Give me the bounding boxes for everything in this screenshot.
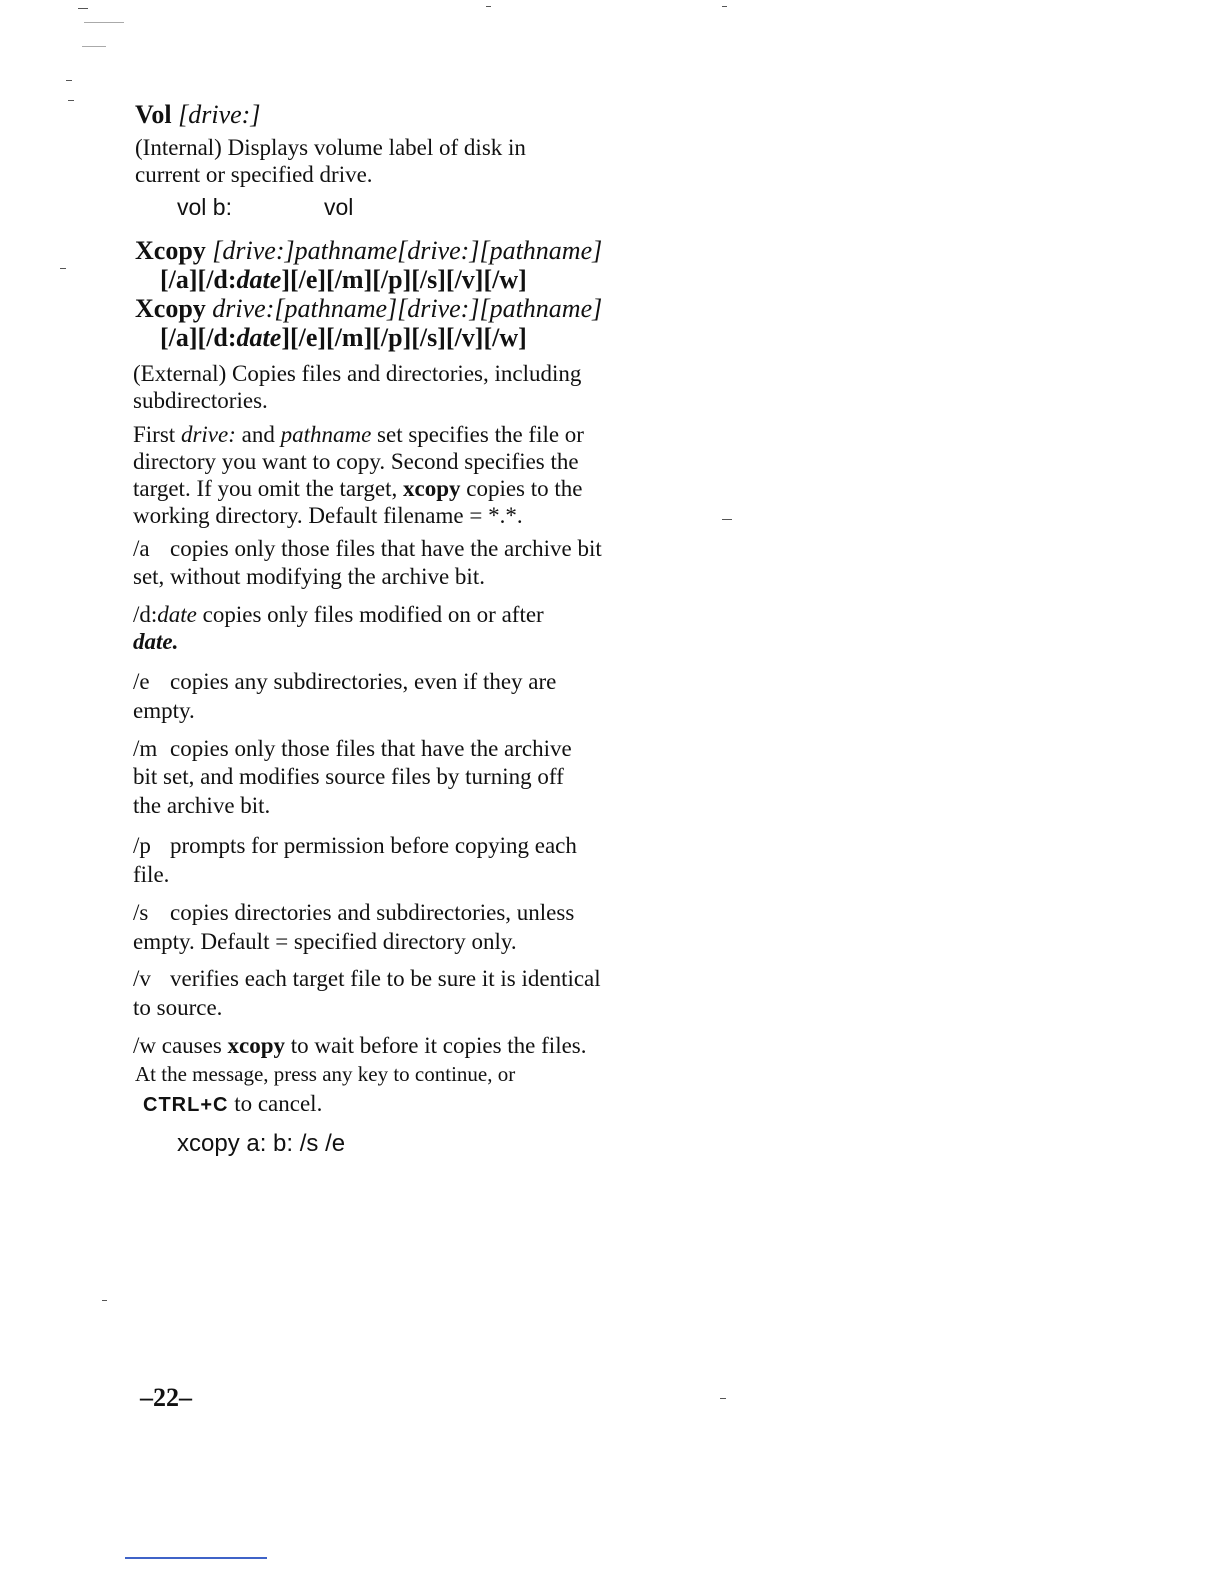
vol-example-plain: vol [324,194,354,220]
xcopy-syntax-args: drive:[pathname][drive:][pathname] [212,294,603,323]
vol-description-line: (Internal) Displays volume label of disk in [135,135,526,160]
option-key: /a [133,536,150,561]
xcopy-syntax-args: [drive:]pathname[drive:][pathname] [212,236,603,265]
xcopy-description-line: (External) Copies files and directories, including [133,361,582,386]
target-paragraph-line: directory you want to copy. Second specifies the [133,449,579,474]
bottom-rule [125,1557,267,1559]
vol-argument: [drive:] [178,100,261,129]
option-p-continued: file. [133,862,170,887]
vol-syntax [135,100,260,130]
option-a: /a copies only those files that have the archive bit [133,536,602,561]
option-key: /p [133,833,151,858]
xcopy-description-line: subdirectories. [133,388,268,413]
scan-speck [722,519,732,520]
target-paragraph-line: First drive: and pathname set specifies the file or [133,422,584,447]
target-paragraph-line: working directory. Default filename = *.*. [133,503,523,528]
vol-description-line: current or specified drive. [135,162,373,187]
option-s-continued: empty. Default = specified directory only. [133,929,517,954]
scan-speck [722,6,727,7]
page-number: –22– [140,1383,192,1412]
scan-speck [66,80,72,81]
option-w-continued: CTRL+C to cancel. [143,1091,323,1116]
vol-command: Vol [135,100,172,129]
scan-speck [84,22,124,23]
option-key: /s [133,900,149,925]
option-v: /v verifies each target file to be sure it is identical [133,966,601,991]
vol-example-drive: vol b: [177,194,232,220]
option-w: /w causes xcopy to wait before it copies the files. [133,1033,587,1058]
scan-speck [78,8,88,9]
option-s: /s copies directories and subdirectories, unless [133,900,575,925]
option-w-continued: At the message, press any key to continue, or [135,1062,516,1086]
option-key: /v [133,966,151,991]
option-key: /w [133,1033,156,1058]
scan-speck [68,100,74,101]
xcopy-syntax-2 [135,294,602,324]
option-p: /p prompts for permission before copying each [133,833,577,858]
option-m: /m copies only those files that have the archive [133,736,572,761]
scan-speck [60,268,66,269]
xcopy-syntax-2-switches: [/a][/d:date][/e][/m][/p][/s][/v][/w] [160,323,527,352]
xcopy-syntax-1-switches: [/a][/d:date][/e][/m][/p][/s][/v][/w] [160,265,527,294]
option-e-continued: empty. [133,698,195,723]
xcopy-syntax-1 [135,236,602,266]
option-e: /e copies any subdirectories, even if they are [133,669,557,694]
xcopy-example: xcopy a: b: /s /e [177,1130,346,1157]
target-paragraph-line: target. If you omit the target, xcopy copies to the [133,476,583,501]
scan-speck [102,1300,107,1301]
option-v-continued: to source. [133,995,223,1020]
xcopy-command: Xcopy [135,236,206,265]
option-key: /e [133,669,150,694]
option-m-continued: bit set, and modifies source files by turning off [133,764,564,789]
option-m-continued: the archive bit. [133,793,271,818]
scan-speck [720,1398,726,1399]
scan-speck [486,6,491,7]
option-d-continued: date. [133,629,179,654]
ctrl-c-key: CTRL+C [143,1094,229,1116]
option-key: /d: [133,602,158,627]
xcopy-command: Xcopy [135,294,206,323]
option-d: /d:date copies only files modified on or after [133,602,544,627]
option-key: /m [133,736,158,761]
option-a-continued: set, without modifying the archive bit. [133,564,485,589]
scan-speck [82,46,106,47]
